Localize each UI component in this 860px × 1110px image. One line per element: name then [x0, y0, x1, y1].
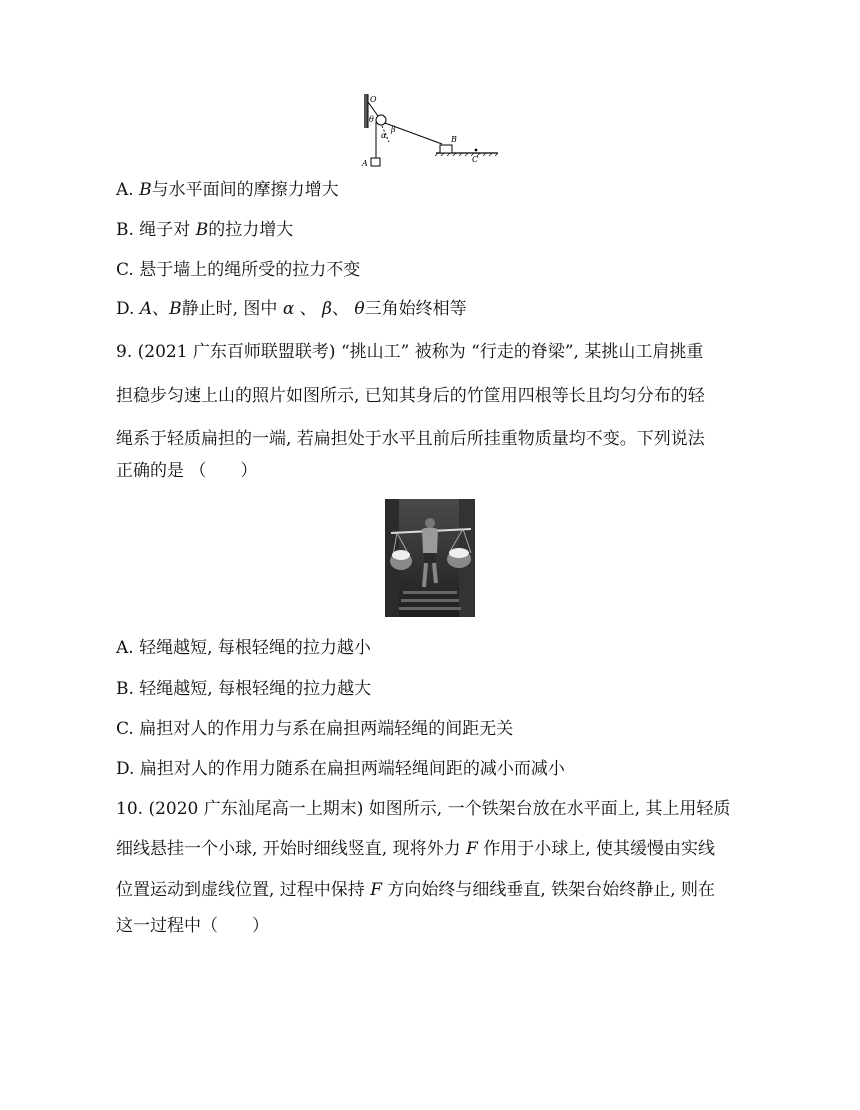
q9-option-d: D. 扁担对人的作用力随系在扁担两端轻绳间距的减小而减小	[116, 759, 565, 779]
q9-line-4: 正确的是 （ ）	[116, 461, 258, 481]
label-alpha: α	[381, 131, 387, 140]
q9-line-1: 9. (2021 广东百师联盟联考) “挑山工” 被称为 “行走的脊梁”, 某挑山工肩挑重	[116, 342, 704, 362]
label-c: C	[472, 155, 479, 164]
q8-option-a: A. B与水平面间的摩擦力增大	[116, 180, 339, 200]
q9-option-b: B. 轻绳越短, 每根轻绳的拉力越大	[116, 679, 372, 699]
label-o: O	[370, 95, 377, 104]
q10-line-2: 细线悬挂一个小球, 开始时细线竖直, 现将外力 F 作用于小球上, 使其缓慢由实线	[116, 839, 716, 859]
q9-option-c: C. 扁担对人的作用力与系在扁担两端轻绳的间距无关	[116, 719, 514, 739]
label-beta: β	[391, 125, 396, 134]
wall-rope	[368, 102, 378, 116]
pulley-diagram	[356, 92, 502, 170]
wall	[364, 94, 368, 128]
point-c	[475, 149, 478, 152]
porter-photo	[385, 499, 475, 617]
q8-option-b: B. 绳子对 B的拉力增大	[116, 220, 294, 240]
q8-option-d: D. A、B静止时, 图中 α 、 β、 θ三角始终相等	[116, 299, 467, 319]
label-b: B	[451, 135, 457, 144]
q9-line-2: 担稳步匀速上山的照片如图所示, 已知其身后的竹筐用四根等长且均匀分布的轻	[116, 386, 705, 406]
q10-line-3: 位置运动到虚线位置, 过程中保持 F 方向始终与细线垂直, 铁架台始终静止, 则在	[116, 880, 716, 900]
block-a	[371, 158, 380, 166]
label-a: A	[362, 159, 368, 168]
pulley	[376, 115, 386, 125]
label-theta: θ	[369, 115, 374, 124]
q9-line-3: 绳系于轻质扁担的一端, 若扁担处于水平且前后所挂重物质量均不变。下列说法	[116, 429, 705, 449]
block-b	[440, 145, 452, 153]
q10-line-1: 10. (2020 广东汕尾高一上期末) 如图所示, 一个铁架台放在水平面上, 其上用轻质	[116, 799, 731, 819]
q8-option-c: C. 悬于墙上的绳所受的拉力不变	[116, 260, 361, 280]
q9-option-a: A. 轻绳越短, 每根轻绳的拉力越小	[116, 638, 371, 658]
q10-line-4: 这一过程中（ ）	[116, 916, 269, 936]
